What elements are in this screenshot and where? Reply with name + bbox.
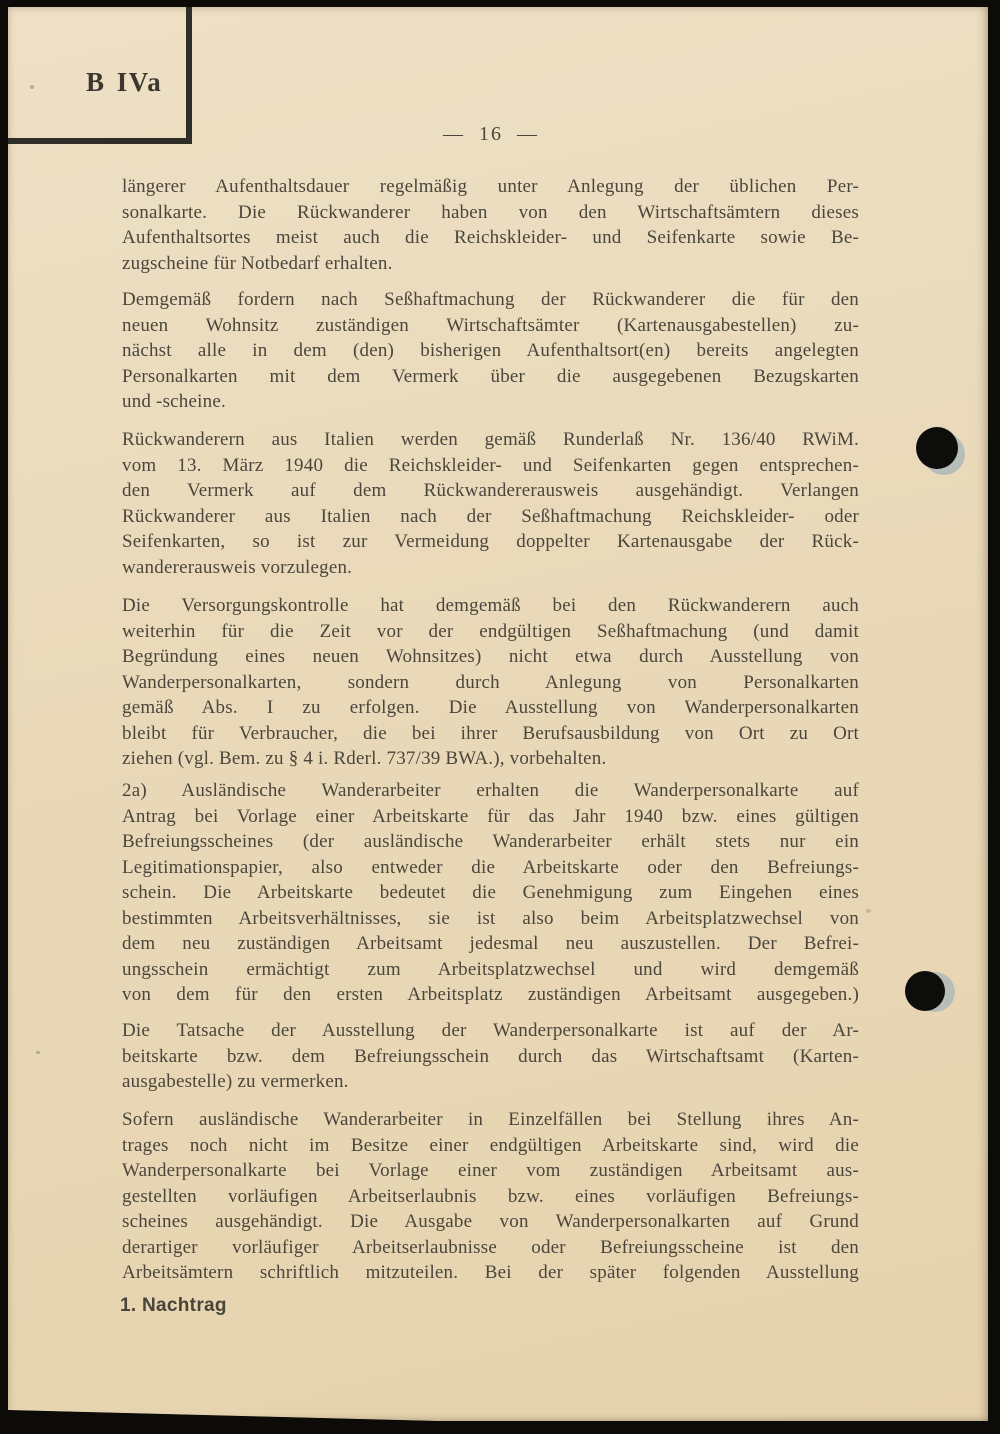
- text-line: trages noch nicht im Besitze einer endgültigen Arbeitskarte sind, wird die: [122, 1134, 859, 1156]
- paragraph-6: [122, 1018, 859, 1095]
- paragraph-2: [122, 287, 859, 415]
- text-line: Wanderpersonalkarte bei Vorlage einer vom zuständigen Arbeitsamt aus-: [122, 1160, 859, 1181]
- paper-bottom-edge-shadow: [8, 1410, 438, 1421]
- text-line: Seifenkarten, so ist zur Vermeidung doppelter Kartenausgabe der Rück-: [122, 531, 859, 552]
- paragraph-5: [122, 778, 859, 1008]
- text-line: Rückwanderern aus Italien werden gemäß Runderlaß Nr. 136/40 RWiM.: [122, 429, 859, 450]
- text-line: Die Tatsache der Ausstellung der Wanderpersonalkarte ist auf der Ar-: [122, 1020, 859, 1041]
- paragraph-3: [122, 427, 859, 580]
- text-line: Antrag bei Vorlage einer Arbeitskarte für das Jahr 1940 bzw. eines gültigen: [122, 805, 859, 827]
- text-line: bleibt für Verbraucher, die bei ihrer Berufsausbildung von Ort zu Ort: [122, 722, 859, 744]
- text-line: und -scheine.: [122, 391, 226, 412]
- text-line: ziehen (vgl. Bem. zu § 4 i. Rderl. 737/39 BWA.), vorbehalten.: [122, 748, 607, 769]
- text-line: weiterhin für die Zeit vor der endgültigen Seßhaftmachung (und damit: [122, 620, 859, 642]
- text-line: ausgabestelle) zu vermerken.: [122, 1071, 349, 1092]
- text-line: längerer Aufenthaltsdauer regelmäßig unter Anlegung der üblichen Per-: [122, 176, 859, 197]
- footer-label: 1. Nachtrag: [120, 1295, 227, 1316]
- text-line: Sofern ausländische Wanderarbeiter in Einzelfällen bei Stellung ihres An-: [122, 1109, 859, 1130]
- text-line: Wanderpersonalkarten, sondern durch Anlegung von Personalkarten: [122, 671, 859, 693]
- scan-speck: [866, 909, 871, 913]
- scan-speck: [36, 1051, 40, 1054]
- text-line: Legitimationspapier, also entweder die Arbeitskarte oder den Befreiungs-: [122, 856, 859, 878]
- text-line: ungsschein ermächtigt zum Arbeitsplatzwechsel und wird demgemäß: [122, 958, 859, 980]
- text-line: wandererausweis vorzulegen.: [122, 556, 353, 578]
- section-label: B IVa: [86, 67, 163, 97]
- scan-speck: [30, 85, 34, 89]
- text-line: beitskarte bzw. dem Befreiungsschein durch das Wirtschaftsamt (Karten-: [122, 1045, 859, 1067]
- paragraph-7: [122, 1107, 859, 1286]
- text-line: Begründung eines neuen Wohnsitzes) nicht etwa durch Ausstellung von: [122, 646, 859, 667]
- text-line: scheines ausgehändigt. Die Ausgabe von Wanderpersonalkarten auf Grund: [122, 1211, 859, 1232]
- text-line: bestimmten Arbeitsverhältnisses, sie ist also beim Arbeitsplatzwechsel von: [122, 907, 859, 929]
- page-number: — 16 —: [443, 123, 539, 145]
- hole-punch-hole: [905, 971, 945, 1011]
- text-line: dem neu zuständigen Arbeitsamt jedesmal neu auszustellen. Der Befrei-: [122, 933, 859, 954]
- text-line: Befreiungsscheines (der ausländische Wanderarbeiter erhält stets nur ein: [122, 831, 859, 852]
- text-line: von dem für den ersten Arbeitsplatz zuständigen Arbeitsamt ausgegeben.): [122, 984, 859, 1005]
- text-line: Aufenthaltsortes meist auch die Reichskleider- und Seifenkarte sowie Be-: [122, 227, 859, 248]
- text-line: Die Versorgungskontrolle hat demgemäß bei den Rückwanderern auch: [122, 595, 859, 616]
- text-line: Personalkarten mit dem Vermerk über die ausgegebenen Bezugskarten: [122, 365, 859, 387]
- text-line: derartiger vorläufiger Arbeitserlaubnisse oder Befreiungsscheine ist den: [122, 1236, 859, 1258]
- text-line: nächst alle in dem (den) bisherigen Aufenthaltsort(en) bereits angelegten: [122, 340, 859, 361]
- text-line: Arbeitsämtern schriftlich mitzuteilen. Bei der später folgenden Ausstellung: [122, 1262, 859, 1283]
- text-line: sonalkarte. Die Rückwanderer haben von den Wirtschaftsämtern dieses: [122, 201, 859, 223]
- text-line: gestellten vorläufigen Arbeitserlaubnis bzw. eines vorläufigen Befreiungs-: [122, 1185, 859, 1207]
- text-line: den Vermerk auf dem Rückwandererausweis ausgehändigt. Verlangen: [122, 480, 859, 501]
- text-line: vom 13. März 1940 die Reichskleider- und Seifenkarten gegen entsprechen-: [122, 454, 859, 476]
- paper: [8, 7, 988, 1421]
- text-line: zugscheine für Notbedarf erhalten.: [122, 252, 393, 274]
- text-line: Rückwanderer aus Italien nach der Seßhaftmachung Reichskleider- oder: [122, 505, 859, 527]
- hole-punch-hole: [916, 427, 958, 469]
- section-label-box: [8, 7, 192, 144]
- paragraph-4: [122, 593, 859, 772]
- text-line: schein. Die Arbeitskarte bedeutet die Genehmigung zum Eingehen eines: [122, 882, 859, 903]
- text-line: neuen Wohnsitz zuständigen Wirtschaftsämter (Kartenausgabestellen) zu-: [122, 314, 859, 336]
- text-line: Demgemäß fordern nach Seßhaftmachung der Rückwanderer die für den: [122, 289, 859, 310]
- paragraph-1: [122, 174, 859, 276]
- text-line: 2a) Ausländische Wanderarbeiter erhalten die Wanderpersonalkarte auf: [122, 780, 859, 801]
- text-line: gemäß Abs. I zu erfolgen. Die Ausstellung von Wanderpersonalkarten: [122, 697, 859, 718]
